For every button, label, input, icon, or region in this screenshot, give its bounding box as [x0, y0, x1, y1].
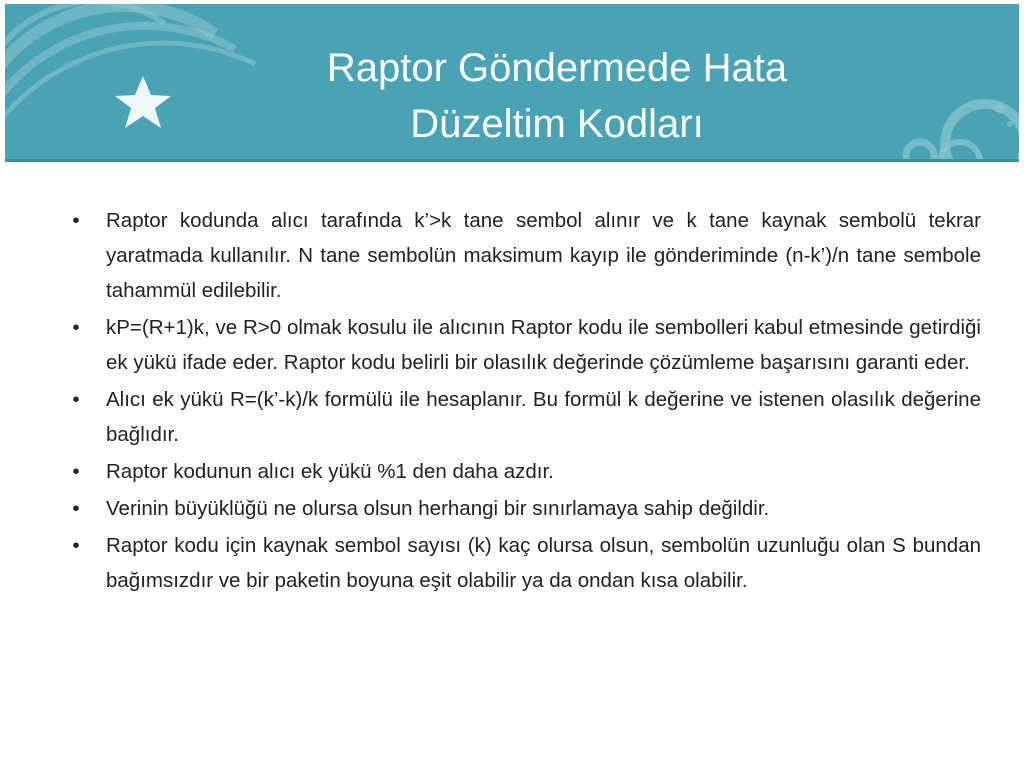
- list-item: [70, 454, 981, 489]
- bullet-text: Raptor kodunda alıcı tarafında k’>k tane sembol alınır ve k tane kaynak sembolü tekrar yaratmada kullanılır. N tane sembolün maksimum kayıp ile gönderiminde (n-k’)/n tane sembole tahammül edilebilir.: [106, 209, 981, 302]
- list-item: [70, 382, 981, 452]
- bullet-icon: •: [72, 388, 80, 411]
- bullet-list: [70, 203, 981, 598]
- list-item: [70, 310, 981, 380]
- list-item: [70, 528, 981, 598]
- slide-title-line1: Raptor Göndermede Hata: [326, 46, 788, 90]
- bullet-content: [70, 203, 981, 600]
- list-item: [70, 203, 981, 308]
- bullet-icon: •: [72, 497, 80, 520]
- bullet-icon: •: [72, 534, 80, 557]
- banner-divider: [5, 159, 1019, 162]
- bullet-text: Verinin büyüklüğü ne olursa olsun herhangi bir sınırlamaya sahip değildir.: [106, 497, 770, 520]
- bullet-icon: •: [72, 460, 80, 483]
- list-item: [70, 491, 981, 526]
- slide-title-line2: Düzeltim Kodları: [410, 102, 704, 146]
- slide-title: [0, 40, 1024, 152]
- bullet-text: Raptor kodu için kaynak sembol sayısı (k) kaç olursa olsun, sembolün uzunluğu olan S bundan bağımsızdır ve bir paketin boyuna eşit olabilir ya da ondan kısa olabilir.: [106, 534, 981, 592]
- bullet-text: Alıcı ek yükü R=(k’-k)/k formülü ile hesaplanır. Bu formül k değerine ve istenen olasılık değerine bağlıdır.: [106, 388, 981, 446]
- bullet-text: Raptor kodunun alıcı ek yükü %1 den daha azdır.: [106, 460, 554, 483]
- bullet-icon: •: [72, 209, 80, 232]
- bullet-text: kP=(R+1)k, ve R>0 olmak kosulu ile alıcının Raptor kodu ile sembolleri kabul etmesinde getirdiği ek yükü ifade eder. Raptor kodu belirli bir olasılık değerinde çözümleme başarısını garanti eder.: [106, 316, 981, 374]
- bullet-icon: •: [72, 316, 80, 339]
